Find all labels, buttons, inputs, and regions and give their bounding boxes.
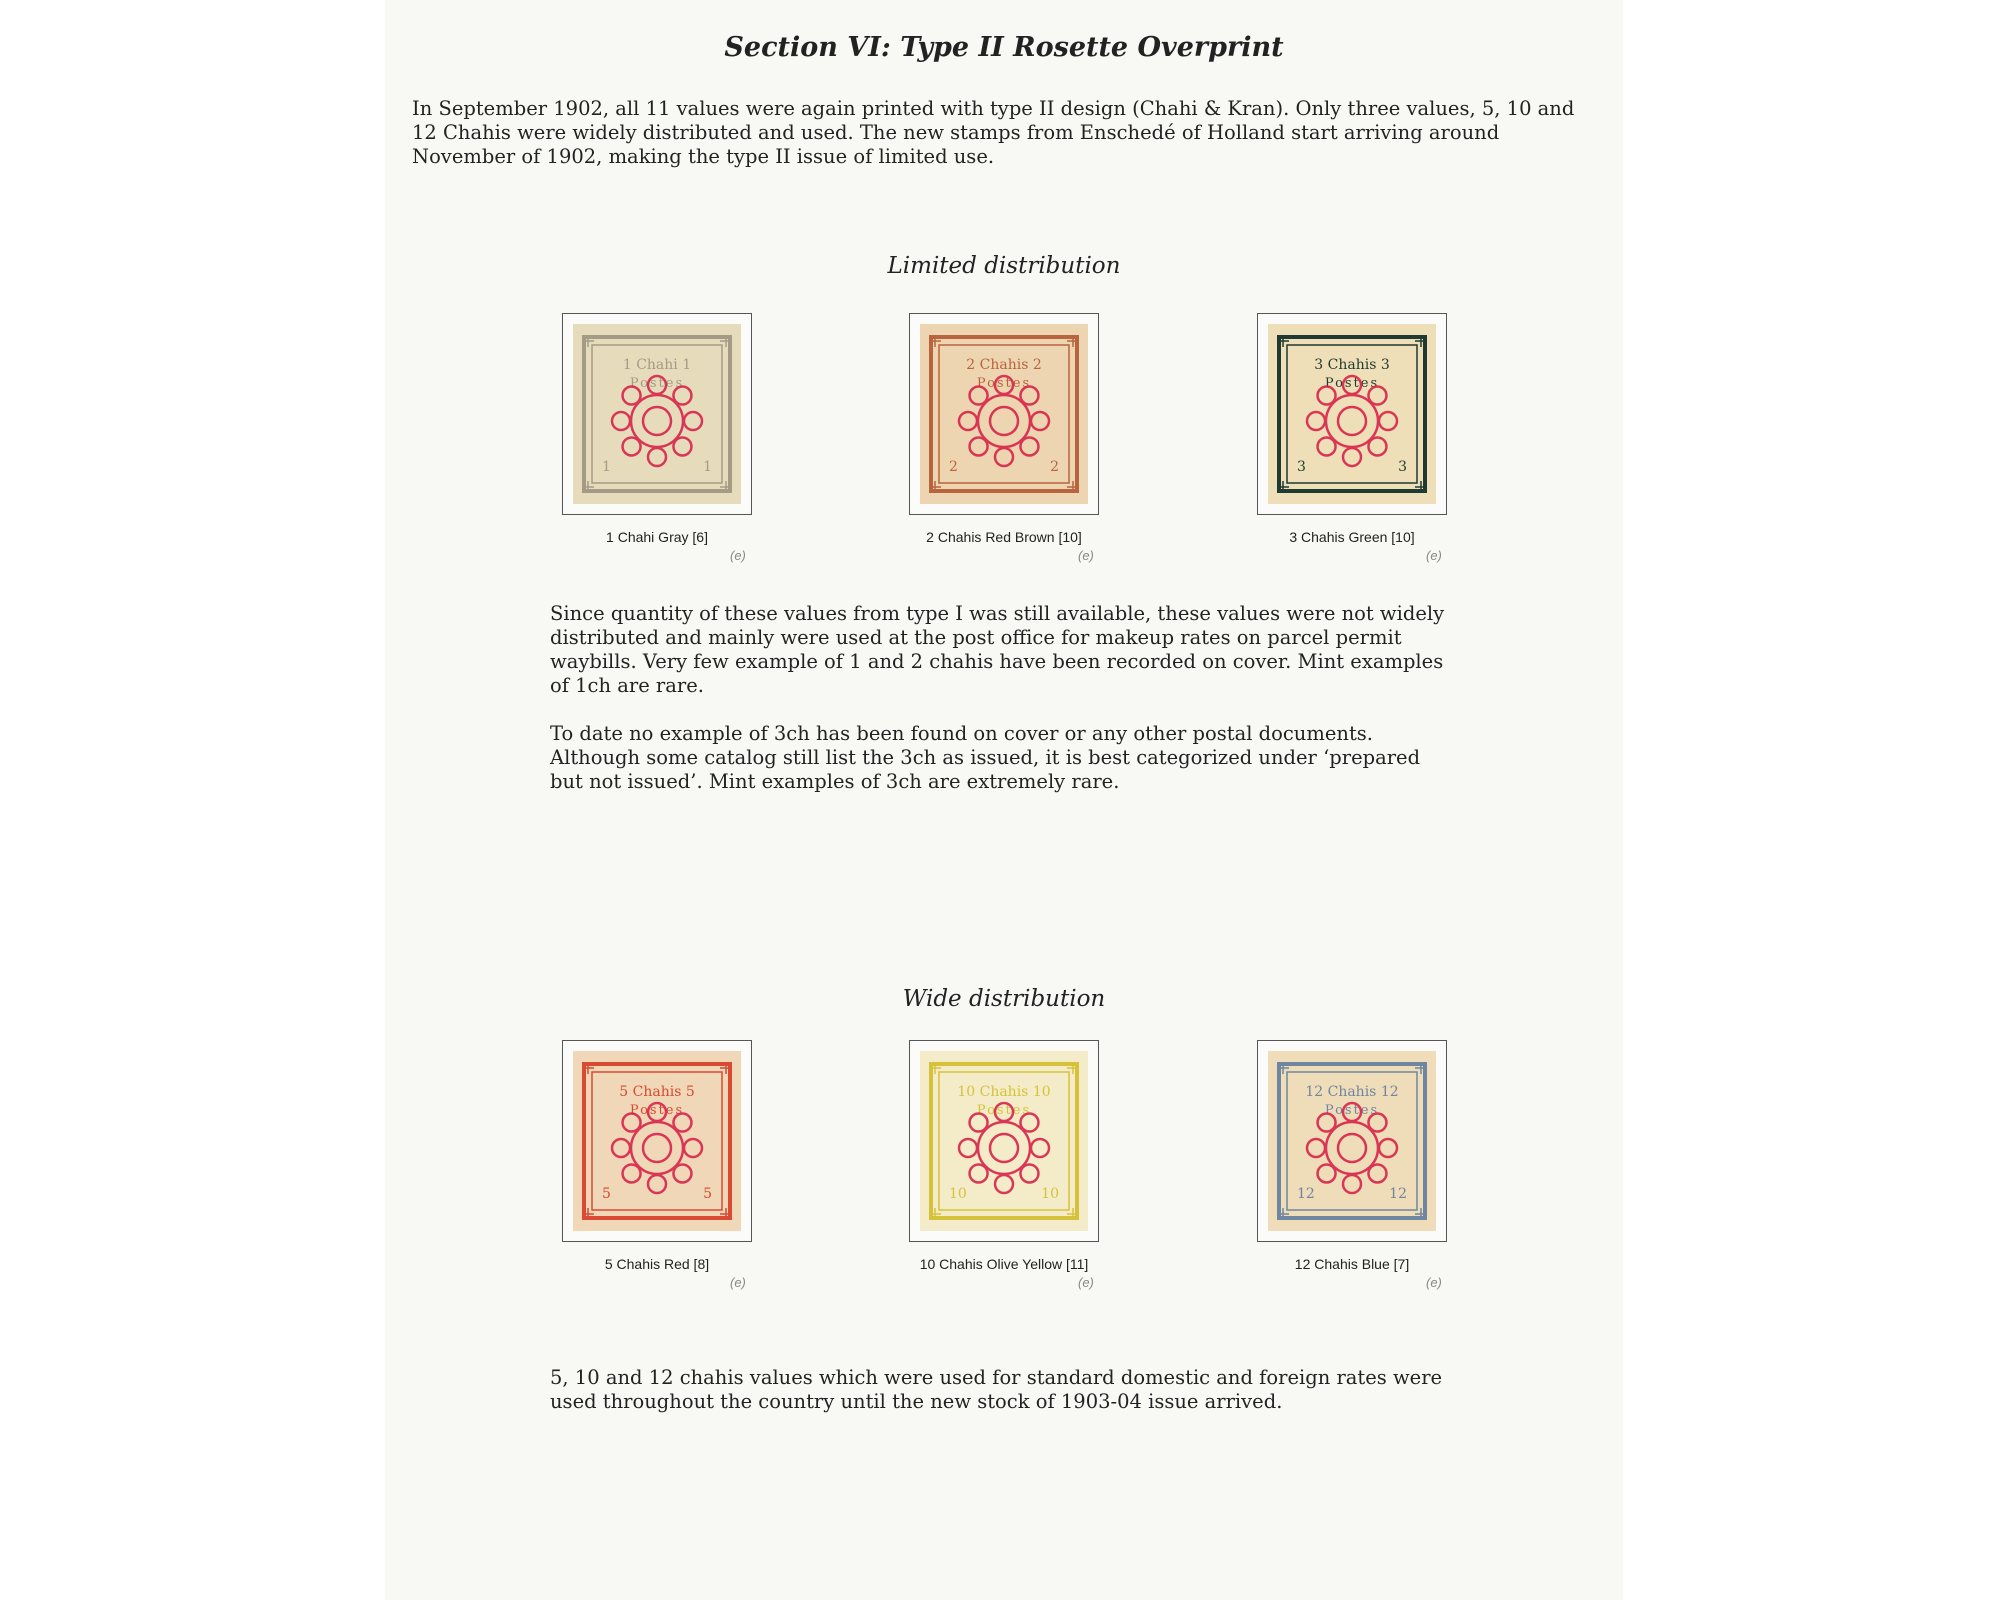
note-line: of 1ch are rare. [550,674,704,697]
wide-note [550,1366,1442,1414]
intro-paragraph [412,97,1574,169]
stamp-paper [920,1051,1088,1231]
note-line: Although some catalog still list the 3ch as issued, it is best categorized under ‘prepared [550,746,1421,769]
stamp-caption: 1 Chahi Gray [6] [606,529,708,545]
stamp-corner-value: 5 [703,1186,712,1202]
stamp-image [570,321,744,507]
stamp-value-text: 2 Chahis 2 [966,357,1042,373]
stamp-corner-value: 10 [949,1186,967,1202]
stamp-corner-value: 12 [1389,1186,1407,1202]
limited-note-2 [550,722,1420,794]
expert-mark: (e) [730,548,746,563]
stamp-image [570,1048,744,1234]
intro-line: November of 1902, making the type II issue of limited use. [412,145,995,168]
note-line: but not issued’. Mint examples of 3ch are extremely rare. [550,770,1120,793]
wide-distribution-heading: Wide distribution [902,986,1106,1012]
stamp-paper [573,1051,741,1231]
stamp-postes-text: Postes [629,376,685,391]
stamp-caption: 10 Chahis Olive Yellow [11] [919,1256,1089,1272]
stamp-10-chahis-olive-yellow [909,1040,1099,1242]
stamp-corner-value: 5 [602,1186,611,1202]
expert-mark: (e) [730,1275,746,1290]
stamp-paper [1268,1051,1436,1231]
limited-note-1 [550,602,1444,698]
stamp-12-chahis-blue [1257,1040,1447,1242]
stamp-value-text: 1 Chahi 1 [622,357,692,373]
stamp-postes-text: Postes [976,376,1032,391]
stamp-corner-value: 2 [1050,459,1059,475]
stamp-2-chahis-red-brown [909,313,1099,515]
stamp-caption: 12 Chahis Blue [7] [1294,1256,1410,1272]
limited-distribution-heading: Limited distribution [887,253,1121,279]
stamp-value-text: 10 Chahis 10 [957,1084,1051,1100]
stamp-paper [573,324,741,504]
expert-mark: (e) [1078,1275,1094,1290]
stamp-image [1265,321,1439,507]
stamp-value-text: 3 Chahis 3 [1314,357,1390,373]
stamp-caption: 2 Chahis Red Brown [10] [926,529,1082,545]
stamp-5-chahis-red [562,1040,752,1242]
stamp-corner-value: 3 [1297,459,1306,475]
intro-line: In September 1902, all 11 values were again printed with type II design (Chahi & Kran). Only three values, 5, 10 and [412,97,1575,120]
stamp-paper [1268,324,1436,504]
stamp-postes-text: Postes [976,1103,1032,1118]
stamp-corner-value: 3 [1398,459,1407,475]
stamp-3-chahis-green [1257,313,1447,515]
stamp-image [917,321,1091,507]
note-line: waybills. Very few example of 1 and 2 chahis have been recorded on cover. Mint examples [550,650,1444,673]
expert-mark: (e) [1426,1275,1442,1290]
note-line: used throughout the country until the new stock of 1903-04 issue arrived. [550,1390,1283,1413]
note-line: distributed and mainly were used at the post office for makeup rates on parcel permit [550,626,1402,649]
page-title: Section VI: Type II Rosette Overprint [724,32,1284,63]
stamp-caption: 3 Chahis Green [10] [1289,529,1415,545]
stamp-corner-value: 1 [602,459,611,475]
note-line: 5, 10 and 12 chahis values which were used for standard domestic and foreign rates were [550,1366,1443,1389]
stamp-corner-value: 2 [949,459,958,475]
stamp-corner-value: 10 [1041,1186,1059,1202]
expert-mark: (e) [1078,548,1094,563]
stamp-value-text: 12 Chahis 12 [1305,1084,1399,1100]
note-line: Since quantity of these values from type I was still available, these values were not widely [550,602,1445,625]
stamp-postes-text: Postes [629,1103,685,1118]
intro-line: 12 Chahis were widely distributed and used. The new stamps from Enschedé of Holland start arriving around [412,121,1500,144]
stamp-1-chahi-gray [562,313,752,515]
stamp-paper [920,324,1088,504]
stamp-corner-value: 1 [703,459,712,475]
note-line: To date no example of 3ch has been found on cover or any other postal documents. [550,722,1373,745]
stamp-postes-text: Postes [1324,376,1380,391]
album-page [385,0,1623,1600]
stamp-postes-text: Postes [1324,1103,1380,1118]
expert-mark: (e) [1426,548,1442,563]
stamp-image [1265,1048,1439,1234]
stamp-image [917,1048,1091,1234]
stamp-value-text: 5 Chahis 5 [619,1084,695,1100]
stamp-corner-value: 12 [1297,1186,1315,1202]
stamp-caption: 5 Chahis Red [8] [604,1256,710,1272]
